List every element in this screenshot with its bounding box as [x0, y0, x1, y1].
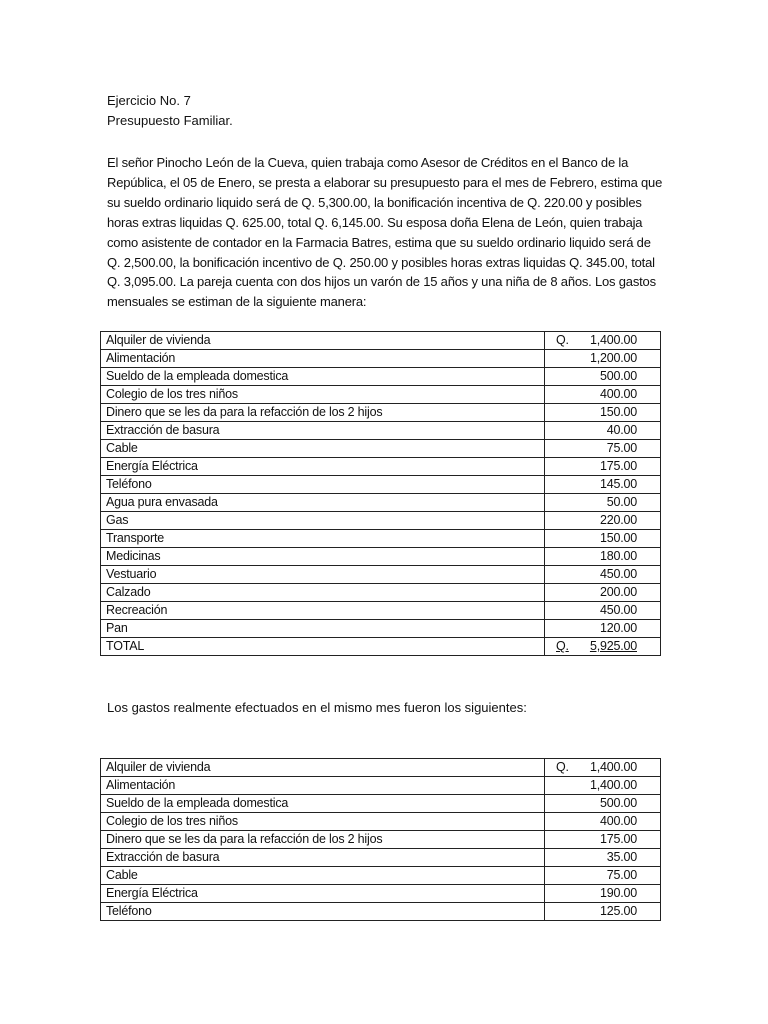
expense-amount-cell — [545, 458, 661, 476]
expense-amount-cell — [545, 566, 661, 584]
table-row — [101, 332, 661, 350]
table-row — [101, 885, 661, 903]
expense-amount-cell — [545, 795, 661, 813]
expense-amount: 1,400.00 — [589, 778, 637, 792]
expense-amount-cell — [545, 849, 661, 867]
expense-concept: Extracción de basura — [101, 422, 545, 440]
expense-concept: Cable — [101, 440, 545, 458]
table-row — [101, 458, 661, 476]
table-row — [101, 530, 661, 548]
table-row — [101, 476, 661, 494]
table-row — [101, 759, 661, 777]
table-row — [101, 386, 661, 404]
total-row — [101, 638, 661, 656]
table-row — [101, 813, 661, 831]
expense-concept: Agua pura envasada — [101, 494, 545, 512]
expense-concept: Sueldo de la empleada domestica — [101, 368, 545, 386]
expense-concept: Energía Eléctrica — [101, 458, 545, 476]
table-row — [101, 777, 661, 795]
expense-concept: Teléfono — [101, 476, 545, 494]
expense-concept: Cable — [101, 867, 545, 885]
table-row — [101, 512, 661, 530]
expense-concept: Dinero que se les da para la refacción de los 2 hijos — [101, 831, 545, 849]
expense-concept: Energía Eléctrica — [101, 885, 545, 903]
expense-concept: Colegio de los tres niños — [101, 813, 545, 831]
expense-concept: Sueldo de la empleada domestica — [101, 795, 545, 813]
amount-with-currency — [550, 332, 637, 349]
expense-amount-cell — [545, 584, 661, 602]
actual-expenses-intro: Los gastos realmente efectuados en el mismo mes fueron los siguientes: — [107, 700, 527, 715]
expense-amount: 1,200.00 — [589, 351, 637, 365]
currency-symbol: Q. — [556, 760, 569, 774]
expense-amount: 500.00 — [599, 796, 637, 810]
exercise-title: Ejercicio No. 7 — [107, 93, 191, 108]
table-row — [101, 795, 661, 813]
expense-amount: 175.00 — [599, 832, 637, 846]
table-row — [101, 849, 661, 867]
budget-table — [100, 331, 661, 656]
table-row — [101, 566, 661, 584]
expense-concept: Medicinas — [101, 548, 545, 566]
currency-symbol: Q. — [556, 333, 569, 347]
currency-symbol: Q. — [556, 639, 569, 653]
expense-amount-cell — [545, 620, 661, 638]
total-amount-with-currency — [550, 638, 637, 655]
expense-amount-cell — [545, 476, 661, 494]
expense-amount: 500.00 — [599, 369, 637, 383]
expense-amount: 75.00 — [606, 441, 637, 455]
expense-amount-cell — [545, 530, 661, 548]
table-row — [101, 831, 661, 849]
expense-amount: 220.00 — [599, 513, 637, 527]
expense-amount: 150.00 — [599, 405, 637, 419]
expense-amount-cell — [545, 368, 661, 386]
table-row — [101, 440, 661, 458]
total-amount-cell — [545, 638, 661, 656]
expense-amount-cell — [545, 512, 661, 530]
expense-amount: 35.00 — [606, 850, 637, 864]
expense-concept: Recreación — [101, 602, 545, 620]
expense-concept: Teléfono — [101, 903, 545, 921]
expense-concept: Alquiler de vivienda — [101, 332, 545, 350]
expense-concept: Calzado — [101, 584, 545, 602]
table-row — [101, 867, 661, 885]
expense-amount-cell — [545, 759, 661, 777]
expense-concept: Alquiler de vivienda — [101, 759, 545, 777]
exercise-subtitle: Presupuesto Familiar. — [107, 113, 233, 128]
expense-amount: 175.00 — [599, 459, 637, 473]
expense-amount-cell — [545, 422, 661, 440]
expense-amount: 125.00 — [599, 904, 637, 918]
expense-amount: 75.00 — [606, 868, 637, 882]
intro-paragraph: El señor Pinocho León de la Cueva, quien trabaja como Asesor de Créditos en el Banco de la República, el 05 de Enero, se presta a elaborar su presupuesto para el mes de Febrero, estima que su sueldo ordinario liquido será de Q. 5,300.00, la bonificación incentiva de Q. 220.00 y posibles horas extras liquidas Q. 625.00, total Q. 6,145.00. Su esposa doña Elena de León, quien trabaja como asistente de contador en la Farmacia Batres, estima que su sueldo ordinario liquido será de Q. 2,500.00, la bonificación incentivo de Q. 250.00 y posibles horas extras liquidas Q. 345.00, total Q. 3,095.00. La pareja cuenta con dos hijos un varón de 15 años y una niña de 8 años. Los gastos mensuales se estiman de la siguiente manera: — [107, 155, 663, 310]
table-row — [101, 494, 661, 512]
table-row — [101, 368, 661, 386]
table-row — [101, 903, 661, 921]
expense-amount: 1,400.00 — [589, 333, 637, 347]
total-label: TOTAL — [101, 638, 545, 656]
table-row — [101, 548, 661, 566]
expense-amount: 50.00 — [606, 495, 637, 509]
expense-concept: Alimentación — [101, 777, 545, 795]
table-row — [101, 584, 661, 602]
amount-with-currency — [550, 759, 637, 776]
expense-amount-cell — [545, 831, 661, 849]
expense-amount-cell — [545, 777, 661, 795]
table-row — [101, 602, 661, 620]
expense-amount: 450.00 — [599, 603, 637, 617]
expense-amount-cell — [545, 386, 661, 404]
expense-amount-cell — [545, 404, 661, 422]
expense-amount: 180.00 — [599, 549, 637, 563]
expense-amount-cell — [545, 903, 661, 921]
expense-amount-cell — [545, 885, 661, 903]
expense-amount: 400.00 — [599, 387, 637, 401]
table-row — [101, 350, 661, 368]
table-row — [101, 620, 661, 638]
actual-expenses-table — [100, 758, 661, 921]
expense-concept: Vestuario — [101, 566, 545, 584]
expense-amount-cell — [545, 867, 661, 885]
expense-amount: 40.00 — [606, 423, 637, 437]
expense-amount: 150.00 — [599, 531, 637, 545]
expense-amount-cell — [545, 332, 661, 350]
expense-amount-cell — [545, 494, 661, 512]
expense-amount: 200.00 — [599, 585, 637, 599]
expense-concept: Colegio de los tres niños — [101, 386, 545, 404]
expense-amount: 190.00 — [599, 886, 637, 900]
expense-amount: 450.00 — [599, 567, 637, 581]
table-row — [101, 404, 661, 422]
expense-amount-cell — [545, 813, 661, 831]
expense-concept: Dinero que se les da para la refacción de los 2 hijos — [101, 404, 545, 422]
expense-concept: Alimentación — [101, 350, 545, 368]
expense-amount: 1,400.00 — [589, 760, 637, 774]
expense-amount: 120.00 — [599, 621, 637, 635]
expense-amount-cell — [545, 602, 661, 620]
expense-amount: 145.00 — [599, 477, 637, 491]
expense-amount-cell — [545, 440, 661, 458]
expense-amount: 400.00 — [599, 814, 637, 828]
expense-concept: Extracción de basura — [101, 849, 545, 867]
expense-concept: Pan — [101, 620, 545, 638]
expense-concept: Transporte — [101, 530, 545, 548]
total-amount: 5,925.00 — [589, 639, 637, 653]
table-row — [101, 422, 661, 440]
expense-amount-cell — [545, 350, 661, 368]
expense-amount-cell — [545, 548, 661, 566]
expense-concept: Gas — [101, 512, 545, 530]
